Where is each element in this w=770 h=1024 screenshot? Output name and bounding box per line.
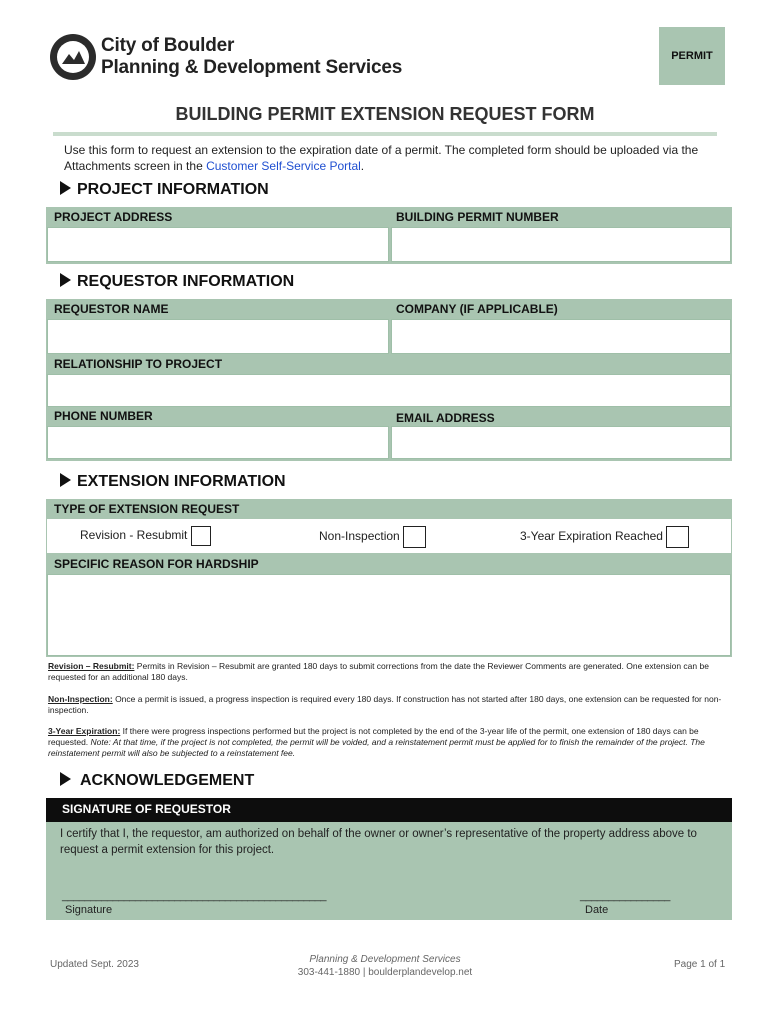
note-non-inspection-term: Non-Inspection: bbox=[48, 694, 113, 704]
intro-text bbox=[64, 142, 724, 174]
footer-department: Planning & Development Services bbox=[309, 954, 461, 965]
triangle-right-icon bbox=[60, 772, 71, 786]
hardship-label: SPECIFIC REASON FOR HARDSHIP bbox=[54, 557, 259, 571]
requestor-section-heading bbox=[60, 273, 294, 291]
extension-section-heading bbox=[60, 473, 286, 491]
extension-section-title: EXTENSION INFORMATION bbox=[77, 473, 286, 490]
company-label: COMPANY (IF APPLICABLE) bbox=[396, 302, 558, 316]
note-revision-resubmit bbox=[48, 661, 738, 683]
triangle-right-icon bbox=[60, 473, 71, 487]
certification-text: I certify that I, the requestor, am authorized on behalf of the owner or owner’s representative of the property address above to request a permit extension for this project. bbox=[60, 828, 697, 856]
footer-page-number: Page 1 of 1 bbox=[674, 959, 726, 970]
note-3-year-italic: Note: At that time, if the project is not completed, the permit will be voided, and a reinstatement permit must be applied for to finish the remainder of the project. The reinstatement permit will also be subjected to a reinstatement fee. bbox=[48, 737, 705, 758]
note-3-year-text: If there were progress inspections performed but the project is not completed by the end of the 3-year life of the permit, one extension of 180 days can be requested. bbox=[48, 726, 699, 747]
relationship-label: RELATIONSHIP TO PROJECT bbox=[54, 357, 223, 371]
date-caption: Date bbox=[585, 904, 609, 916]
acknowledgement-section-heading bbox=[60, 772, 254, 790]
project-section-heading bbox=[60, 181, 269, 199]
form-title: BUILDING PERMIT EXTENSION REQUEST FORM bbox=[175, 104, 595, 124]
note-3-year-term: 3-Year Expiration: bbox=[48, 726, 121, 736]
phone-input[interactable] bbox=[47, 426, 389, 459]
note-revision-term: Revision – Resubmit: bbox=[48, 661, 135, 671]
signature-section-label: SIGNATURE OF REQUESTOR bbox=[62, 802, 231, 816]
option-revision-resubmit bbox=[80, 526, 211, 546]
signature-line[interactable]: _______________________________________________ bbox=[62, 890, 327, 902]
note-non-inspection bbox=[48, 694, 738, 716]
hardship-textarea[interactable] bbox=[47, 574, 731, 656]
option-non-inspection bbox=[319, 526, 426, 548]
org-name: City of Boulder bbox=[101, 35, 235, 56]
permit-number-label: BUILDING PERMIT NUMBER bbox=[396, 210, 559, 224]
project-section-title: PROJECT INFORMATION bbox=[77, 181, 269, 198]
option-revision-resubmit-label: Revision - Resubmit bbox=[80, 528, 188, 543]
triangle-right-icon bbox=[60, 273, 71, 287]
email-label: EMAIL ADDRESS bbox=[396, 411, 495, 425]
signature-caption: Signature bbox=[65, 904, 113, 916]
intro-text-start: Use this form to request an extension to the expiration date of a permit. The completed form should be uploaded via the Attachments screen in the bbox=[64, 143, 699, 173]
phone-label: PHONE NUMBER bbox=[54, 409, 153, 423]
city-seal-logo bbox=[50, 34, 96, 80]
org-department: Planning & Development Services bbox=[101, 57, 403, 78]
note-non-inspection-text: Once a permit is issued, a progress inspection is required every 180 days. If construction has not started after 180 days, one extension can be requested for non-inspection. bbox=[48, 694, 722, 715]
option-3-year-expiration bbox=[520, 526, 689, 548]
title-divider bbox=[53, 132, 717, 136]
requestor-section-title: REQUESTOR INFORMATION bbox=[77, 273, 295, 290]
revision-resubmit-checkbox[interactable] bbox=[191, 526, 211, 546]
date-line[interactable]: ________________ bbox=[580, 890, 670, 902]
acknowledgement-section-title: ACKNOWLEDGEMENT bbox=[80, 772, 255, 789]
non-inspection-checkbox[interactable] bbox=[403, 526, 426, 548]
triangle-right-icon bbox=[60, 181, 71, 195]
extension-type-label: TYPE OF EXTENSION REQUEST bbox=[54, 502, 240, 516]
option-non-inspection-label: Non-Inspection bbox=[319, 529, 400, 544]
email-input[interactable] bbox=[391, 426, 731, 459]
note-revision-text: Permits in Revision – Resubmit are granted 180 days to submit corrections from the date the Reviewer Comments are generated. One extension can be requested for an additional 180 days. bbox=[48, 661, 709, 682]
project-address-label: PROJECT ADDRESS bbox=[54, 210, 173, 224]
customer-portal-link[interactable]: Customer Self-Service Portal bbox=[206, 159, 361, 173]
footer-updated-date: Updated Sept. 2023 bbox=[50, 959, 139, 970]
note-3-year-expiration bbox=[48, 726, 738, 759]
project-address-input[interactable] bbox=[47, 227, 389, 262]
requestor-name-input[interactable] bbox=[47, 319, 389, 354]
permit-badge: PERMIT bbox=[659, 27, 725, 85]
3-year-expiration-checkbox[interactable] bbox=[666, 526, 689, 548]
intro-text-end: . bbox=[360, 159, 365, 173]
requestor-name-label: REQUESTOR NAME bbox=[54, 302, 169, 316]
footer-contact: 303-441-1880 | boulderplandevelop.net bbox=[297, 967, 473, 978]
option-3-year-expiration-label: 3-Year Expiration Reached bbox=[520, 529, 663, 544]
permit-number-input[interactable] bbox=[391, 227, 731, 262]
company-input[interactable] bbox=[391, 319, 731, 354]
relationship-input[interactable] bbox=[47, 374, 731, 407]
